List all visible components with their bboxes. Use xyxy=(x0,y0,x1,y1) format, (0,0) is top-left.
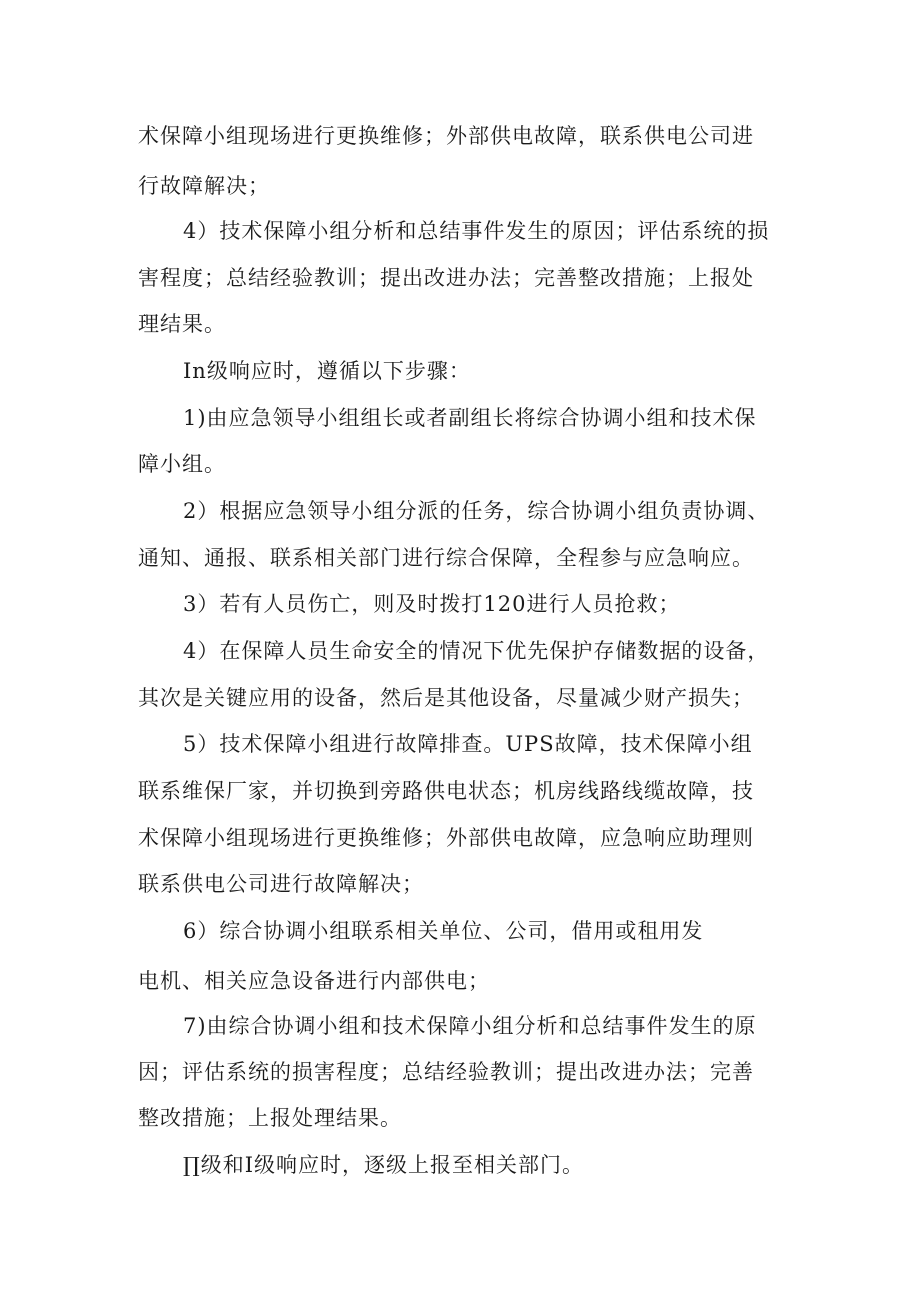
text-line: 3）若有人员伤亡，则及时拨打120进行人员抢救； xyxy=(183,592,681,616)
text-line: 因；评估系统的损害程度；总结经验教训；提出改进办法；完善 xyxy=(138,1060,754,1084)
text-line: 通知、通报、联系相关部门进行综合保障，全程参与应急响应。 xyxy=(138,546,754,570)
text-line: 5）技术保障小组进行故障排查。UPS故障，技术保障小组 xyxy=(183,732,753,756)
text-line: 障小组。 xyxy=(138,452,226,476)
text-line: 其次是关键应用的设备，然后是其他设备，尽量减少财产损失； xyxy=(138,686,754,710)
text-line: 术保障小组现场进行更换维修；外部供电故障，应急响应助理则 xyxy=(138,826,754,850)
text-line: 4）技术保障小组分析和总结事件发生的原因；评估系统的损 xyxy=(183,219,770,243)
text-line: 2）根据应急领导小组分派的任务，综合协调小组负责协调、 xyxy=(183,499,770,523)
text-line: 电机、相关应急设备进行内部供电； xyxy=(138,969,490,993)
text-line: 联系供电公司进行故障解决； xyxy=(138,872,424,896)
text-line: 6）综合协调小组联系相关单位、公司，借用或租用发 xyxy=(183,919,704,943)
text-line: 害程度；总结经验教训；提出改进办法；完善整改措施；上报处 xyxy=(138,266,754,290)
text-line: 7)由综合协调小组和技术保障小组分析和总结事件发生的原 xyxy=(183,1014,757,1038)
text-line: 1)由应急领导小组组长或者副组长将综合协调小组和技术保 xyxy=(183,406,757,430)
text-line: 理结果。 xyxy=(138,312,226,336)
text-line: 联系维保厂家，并切换到旁路供电状态；机房线路线缆故障，技 xyxy=(138,779,754,803)
text-line: 行故障解决； xyxy=(138,174,270,198)
text-line: 术保障小组现场进行更换维修；外部供电故障，联系供电公司进 xyxy=(138,124,754,148)
text-line: In级响应时，遵循以下步骤： xyxy=(183,359,471,383)
text-line: 整改措施；上报处理结果。 xyxy=(138,1106,402,1130)
text-line: 4）在保障人员生命安全的情况下优先保护存储数据的设备， xyxy=(183,639,770,663)
text-line: ∏级和I级响应时，逐级上报至相关部门。 xyxy=(183,1153,585,1177)
